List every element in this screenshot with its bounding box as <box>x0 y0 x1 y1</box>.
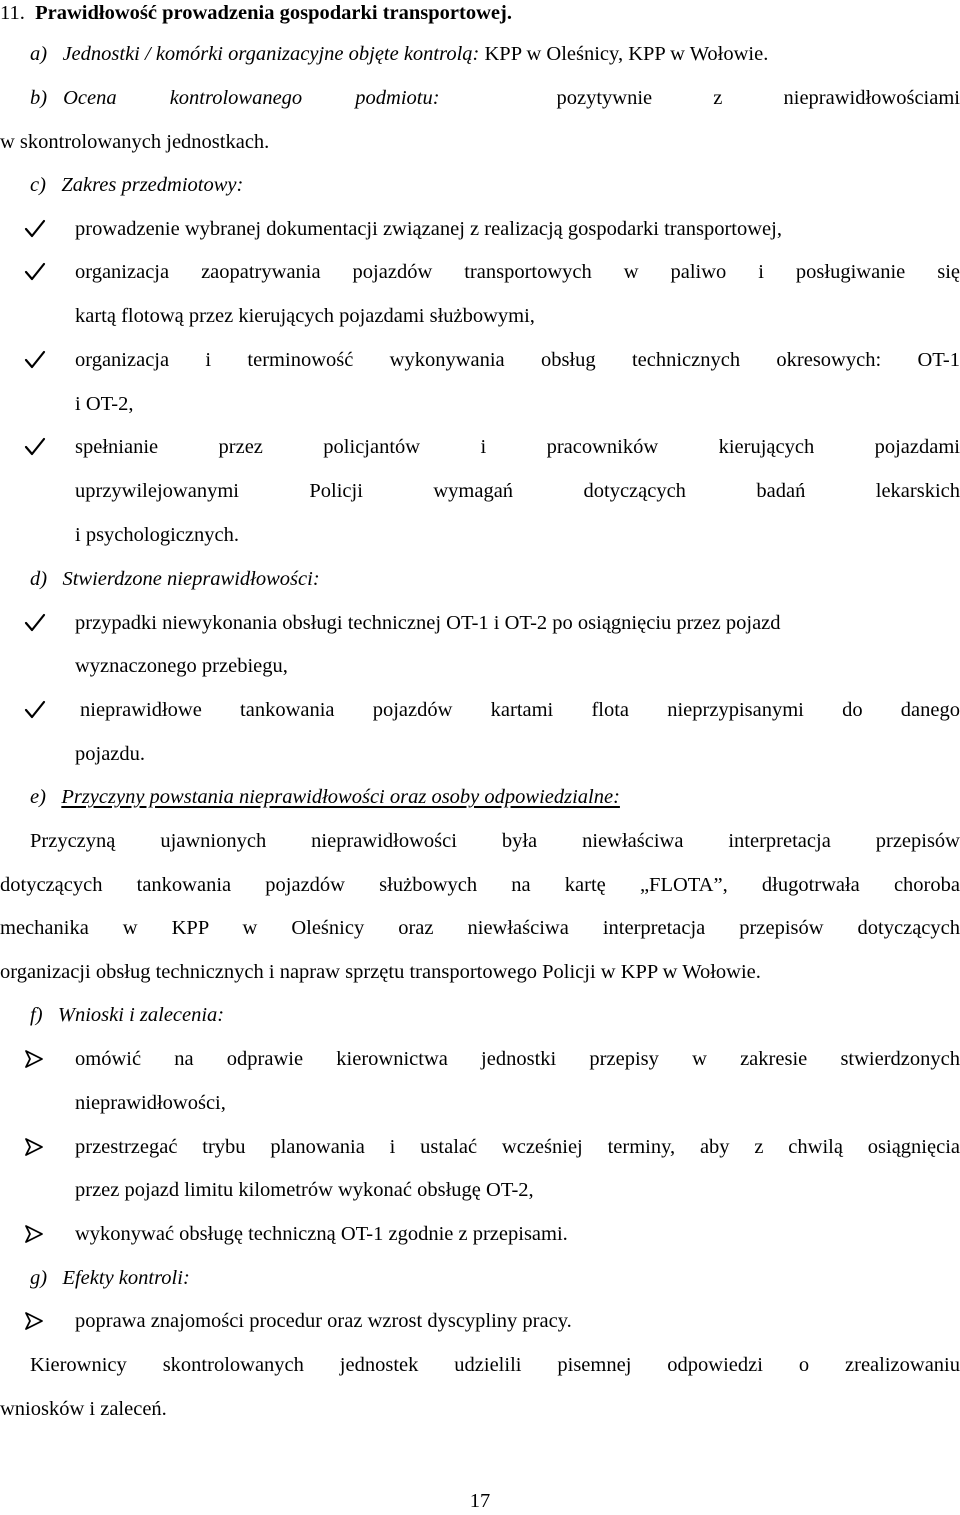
list-item-cont: i psychologicznych. <box>75 524 239 546</box>
list-item-cont: pojazdu. <box>75 743 146 765</box>
list-item: przypadki niewykonania obsługi technicznej OT-1 i OT-2 po osiągnięciu przez pojazd <box>75 612 781 634</box>
item-g <box>30 1265 190 1291</box>
checkmark-icon <box>22 610 48 636</box>
section-title: Prawidłowość prowadzenia gospodarki transportowej. <box>35 2 512 24</box>
item-b-value-cont: w skontrolowanych jednostkach. <box>0 131 270 153</box>
closing-line: Kierownicy skontrolowanych jednostek udzielili pisemnej odpowiedzi o zrealizowaniu <box>30 1354 960 1376</box>
paragraph-line: organizacji obsług technicznych i napraw sprzętu transportowego Policji w KPP w Wołowie. <box>0 961 761 983</box>
list-item: poprawa znajomości procedur oraz wzrost dyscypliny pracy. <box>75 1310 572 1332</box>
item-e-label: Przyczyny powstania nieprawidłowości oraz osoby odpowiedzialne: <box>61 786 620 808</box>
arrowhead-bullet-icon <box>22 1046 48 1072</box>
item-c <box>30 172 243 198</box>
checkmark-icon <box>22 697 48 723</box>
paragraph-line: Przyczyną ujawnionych nieprawidłowości była niewłaściwa interpretacja przepisów <box>30 830 960 852</box>
item-c-marker: c) <box>30 174 46 196</box>
item-a-marker: a) <box>30 43 48 65</box>
item-d-marker: d) <box>30 568 48 590</box>
arrowhead-bullet-icon <box>22 1308 48 1334</box>
arrowhead-bullet-icon <box>22 1134 48 1160</box>
list-item-cont: uprzywilejowanymi Policji wymagań dotyczących badań lekarskich <box>75 480 960 502</box>
list-item-cont: wyznaczonego przebiegu, <box>75 655 288 677</box>
item-g-marker: g) <box>30 1267 48 1289</box>
item-a-label: Jednostki / komórki organizacyjne objęte kontrolą: <box>62 43 480 65</box>
checkmark-icon <box>22 434 48 460</box>
section-heading <box>0 0 512 26</box>
item-f-label: Wnioski i zalecenia: <box>57 1004 225 1026</box>
item-e <box>30 784 620 810</box>
section-number: 11. <box>0 2 25 24</box>
item-g-label: Efekty kontroli: <box>62 1267 190 1289</box>
list-item: organizacja i terminowość wykonywania obsług technicznych okresowych: OT-1 <box>75 349 960 371</box>
item-d <box>30 566 320 592</box>
list-item: omówić na odprawie kierownictwa jednostki przepisy w zakresie stwierdzonych <box>75 1048 960 1070</box>
checkmark-icon <box>22 216 48 242</box>
page-number: 17 <box>469 1490 491 1512</box>
list-item: prowadzenie wybranej dokumentacji związanej z realizacją gospodarki transportowej, <box>75 218 782 240</box>
item-a-value: KPP w Oleśnicy, KPP w Wołowie. <box>479 43 769 65</box>
checkmark-icon <box>22 259 48 285</box>
list-item-cont: kartą flotową przez kierujących pojazdami służbowymi, <box>75 305 535 327</box>
item-e-marker: e) <box>30 786 46 808</box>
item-b-marker: b) <box>30 87 48 109</box>
list-item: spełnianie przez policjantów i pracowników kierujących pojazdami <box>75 436 960 458</box>
item-b <box>30 85 960 111</box>
list-item: nieprawidłowe tankowania pojazdów kartami flota nieprzypisanymi do danego <box>80 699 960 721</box>
paragraph-line: dotyczących tankowania pojazdów służbowych na kartę „FLOTA”, długotrwała choroba <box>0 874 960 896</box>
list-item: organizacja zaopatrywania pojazdów transportowych w paliwo i posługiwanie się <box>75 261 960 283</box>
list-item-cont: i OT-2, <box>75 393 134 415</box>
item-f-marker: f) <box>30 1004 43 1026</box>
item-d-label: Stwierdzone nieprawidłowości: <box>62 568 320 590</box>
closing-line-cont: wniosków i zaleceń. <box>0 1398 167 1420</box>
item-b-label: Ocena kontrolowanego podmiotu: <box>63 87 440 109</box>
item-c-label: Zakres przedmiotowy: <box>61 174 244 196</box>
checkmark-icon <box>22 347 48 373</box>
list-item-cont: przez pojazd limitu kilometrów wykonać obsługę OT-2, <box>75 1179 534 1201</box>
item-f <box>30 1002 224 1028</box>
item-a <box>30 41 768 67</box>
arrowhead-bullet-icon <box>22 1221 48 1247</box>
list-item: wykonywać obsługę techniczną OT-1 zgodnie z przepisami. <box>75 1223 568 1245</box>
list-item: przestrzegać trybu planowania i ustalać wcześniej terminy, aby z chwilą osiągnięcia <box>75 1136 960 1158</box>
list-item-cont: nieprawidłowości, <box>75 1092 226 1114</box>
item-b-value: pozytywnie z nieprawidłowościami <box>556 87 960 109</box>
paragraph-line: mechanika w KPP w Oleśnicy oraz niewłaściwa interpretacja przepisów dotyczących <box>0 917 960 939</box>
